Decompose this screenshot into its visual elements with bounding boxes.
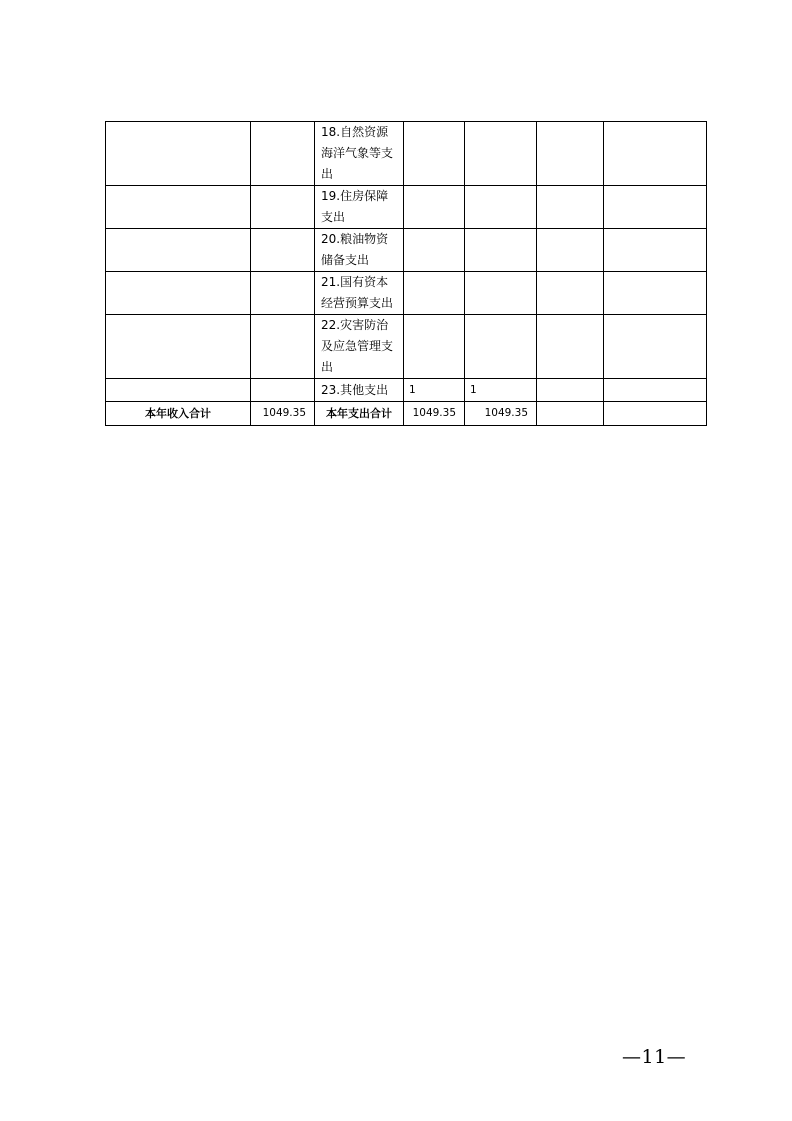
income-total-label: 本年收入合计	[106, 402, 251, 426]
expense-total-value: 1049.35	[465, 402, 537, 426]
expense-item-cell: 22.灾害防治及应急管理支出	[315, 315, 404, 379]
empty-cell	[537, 315, 604, 379]
table-row	[106, 122, 707, 186]
empty-cell	[604, 379, 707, 402]
income-value-cell	[251, 379, 315, 402]
empty-cell	[604, 272, 707, 315]
income-total-value: 1049.35	[251, 402, 315, 426]
empty-cell	[604, 186, 707, 229]
table-row	[106, 379, 707, 402]
empty-cell	[537, 186, 604, 229]
expense-item-cell: 21.国有资本经营预算支出	[315, 272, 404, 315]
table-row	[106, 272, 707, 315]
expense-value-cell	[404, 186, 465, 229]
empty-cell	[537, 229, 604, 272]
expense-total-label: 本年支出合计	[315, 402, 404, 426]
expense-item-cell: 23.其他支出	[315, 379, 404, 402]
income-item-cell	[106, 186, 251, 229]
empty-cell	[604, 402, 707, 426]
empty-cell	[537, 122, 604, 186]
expense-item-cell: 20.粮油物资储备支出	[315, 229, 404, 272]
expense-value-cell	[465, 315, 537, 379]
expense-value-cell	[404, 272, 465, 315]
empty-cell	[537, 402, 604, 426]
empty-cell	[604, 315, 707, 379]
expense-value-cell	[404, 229, 465, 272]
page-number: —11—	[622, 1046, 687, 1068]
expense-total-value: 1049.35	[404, 402, 465, 426]
income-value-cell	[251, 122, 315, 186]
income-item-cell	[106, 229, 251, 272]
table-row	[106, 186, 707, 229]
expense-value-cell	[465, 229, 537, 272]
income-item-cell	[106, 122, 251, 186]
income-item-cell	[106, 272, 251, 315]
income-item-cell	[106, 315, 251, 379]
empty-cell	[604, 122, 707, 186]
income-value-cell	[251, 315, 315, 379]
expense-item-cell: 19.住房保障支出	[315, 186, 404, 229]
table-row	[106, 315, 707, 379]
empty-cell	[537, 379, 604, 402]
expense-value-cell	[465, 186, 537, 229]
total-row	[106, 402, 707, 426]
table-row	[106, 229, 707, 272]
expense-value-cell: 1	[465, 379, 537, 402]
expense-value-cell	[404, 122, 465, 186]
expense-item-cell: 18.自然资源海洋气象等支出	[315, 122, 404, 186]
expense-value-cell	[465, 272, 537, 315]
empty-cell	[604, 229, 707, 272]
expense-value-cell	[465, 122, 537, 186]
expense-value-cell	[404, 315, 465, 379]
budget-summary-table	[105, 121, 707, 426]
empty-cell	[537, 272, 604, 315]
income-value-cell	[251, 272, 315, 315]
income-value-cell	[251, 186, 315, 229]
expense-value-cell: 1	[404, 379, 465, 402]
income-item-cell	[106, 379, 251, 402]
income-value-cell	[251, 229, 315, 272]
